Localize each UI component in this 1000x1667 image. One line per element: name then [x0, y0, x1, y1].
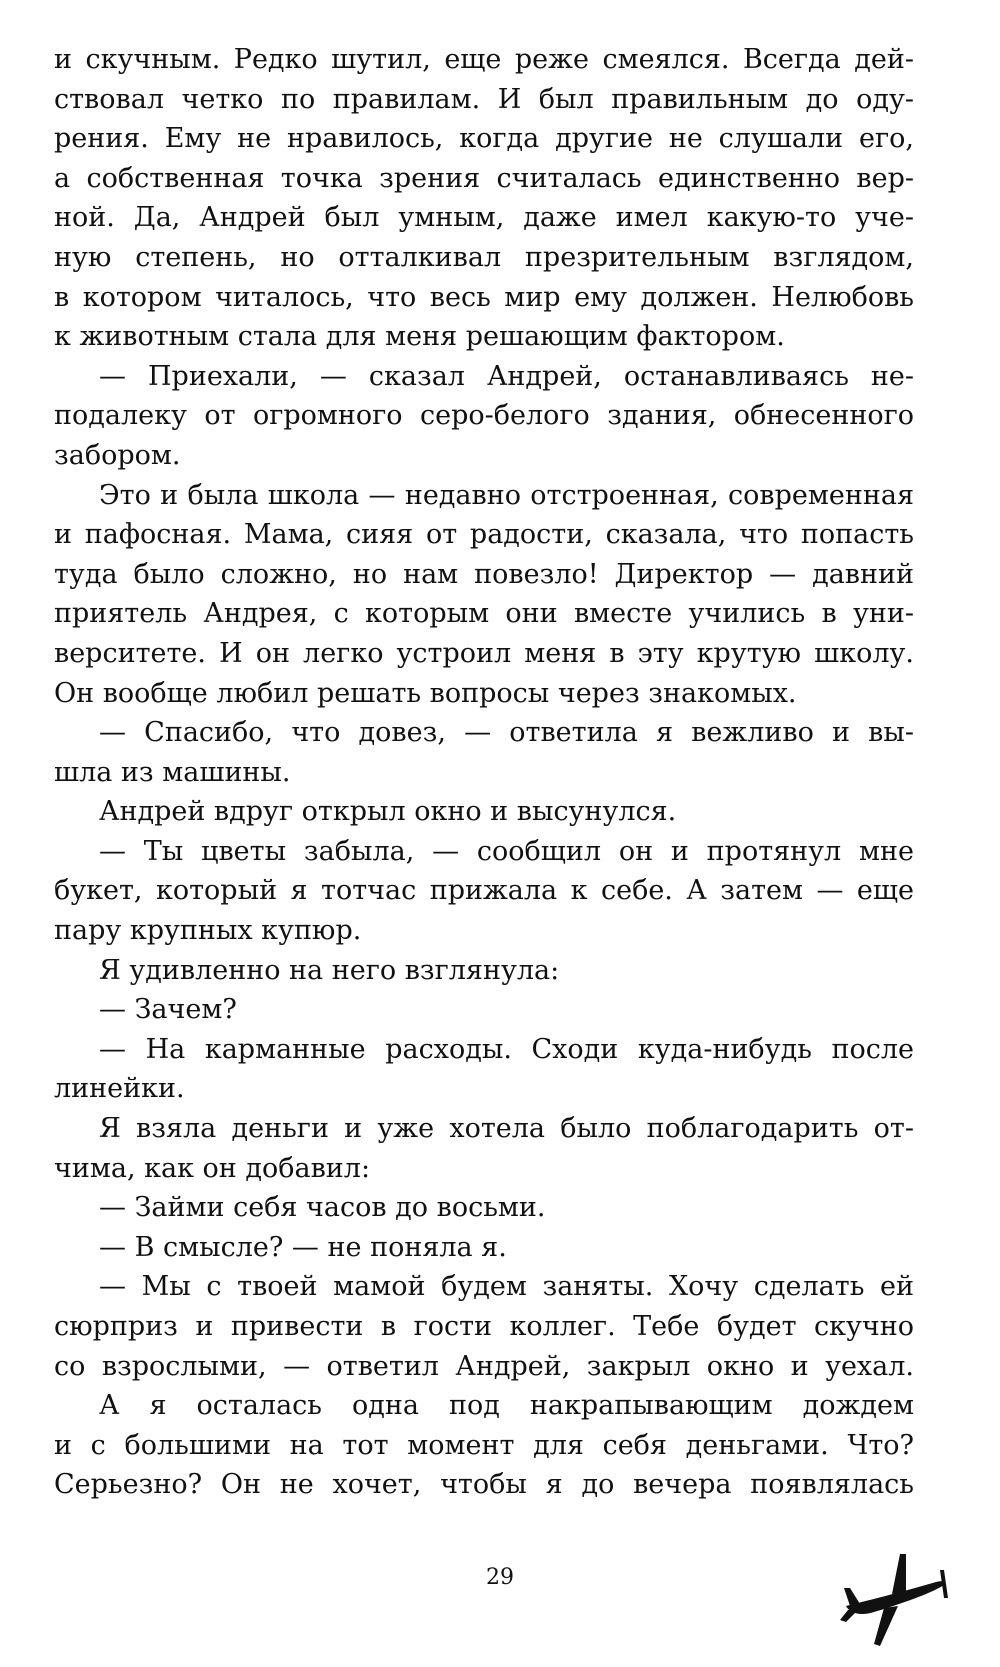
text-line: верситете. И он легко устроил меня в эту крутую школу.: [54, 637, 914, 669]
text-line: — Ты цветы забыла, — сообщил он и протянул мне: [99, 835, 914, 867]
text-line: а собственная точка зрения считалась единственно вер-: [54, 162, 914, 194]
text-line: и с большими на тот момент для себя деньгами. Что?: [54, 1429, 914, 1461]
text-line: — Займи себя часов до восьми.: [99, 1192, 546, 1224]
text-line: и скучным. Редко шутил, еще реже смеялся. Всегда дей-: [54, 44, 914, 75]
text-line: — Зачем?: [99, 994, 237, 1026]
text-line: — Мы с твоей мамой будем заняты. Хочу сделать ей: [99, 1271, 914, 1303]
text-line: — Спасибо, что довез, — ответила я вежливо и вы-: [99, 717, 914, 749]
text-line: Я взяла деньги и уже хотела было поблагодарить от-: [99, 1113, 914, 1145]
text-line: букет, который я тотчас прижала к себе. А затем — еще: [54, 875, 914, 907]
text-line: чима, как он добавил:: [54, 1152, 371, 1184]
text-line: Он вообще любил решать вопросы через знакомых.: [54, 677, 797, 709]
text-line: к животным стала для меня решающим фактором.: [54, 321, 785, 353]
text-line: забором.: [54, 439, 181, 471]
text-line: линейки.: [54, 1073, 185, 1105]
text-line: — В смысле? — не поняла я.: [99, 1231, 507, 1263]
text-line: подалеку от огромного серо-белого здания, обнесенного: [54, 400, 914, 432]
text-line: со взрослыми, — ответил Андрей, закрыл окно и уехал.: [54, 1350, 914, 1382]
text-line: Андрей вдруг открыл окно и высунулся.: [99, 796, 677, 828]
text-line: сюрприз и привести в гости коллег. Тебе будет скучно: [54, 1311, 914, 1342]
text-line: ствовал четко по правилам. И был правильным до оду-: [54, 83, 914, 115]
text-line: шла из машины.: [54, 756, 291, 788]
text-line: и пафосная. Мама, сияя от радости, сказала, что попасть: [54, 519, 914, 551]
text-line: Это и была школа — недавно отстроенная, современная: [99, 479, 914, 511]
text-line: — Приехали, — сказал Андрей, останавливаясь не-: [99, 360, 914, 392]
text-line: Я удивленно на него взглянула:: [99, 954, 560, 986]
text-line: в котором читалось, что весь мир ему должен. Нелюбовь: [54, 281, 914, 313]
page-body: [54, 40, 914, 1505]
text-line: туда было сложно, но нам повезло! Директор — давний: [54, 558, 914, 590]
text-line: приятель Андрея, с которым они вместе учились в уни-: [54, 598, 914, 630]
text-line: ную степень, но отталкивал презрительным взглядом,: [54, 241, 914, 273]
text-line: пару крупных купюр.: [54, 915, 362, 947]
airplane-icon: [840, 1548, 950, 1648]
page-number: 29: [486, 1565, 514, 1590]
text-line: Серьезно? Он не хочет, чтобы я до вечера появлялась: [54, 1469, 914, 1501]
text-line: А я осталась одна под накрапывающим дождем: [99, 1390, 914, 1422]
text-line: — На карманные расходы. Сходи куда-нибудь после: [99, 1033, 914, 1065]
text-line: рения. Ему не нравилось, когда другие не слушали его,: [54, 123, 914, 155]
text-line: ной. Да, Андрей был умным, даже имел какую-то уче-: [54, 202, 914, 234]
